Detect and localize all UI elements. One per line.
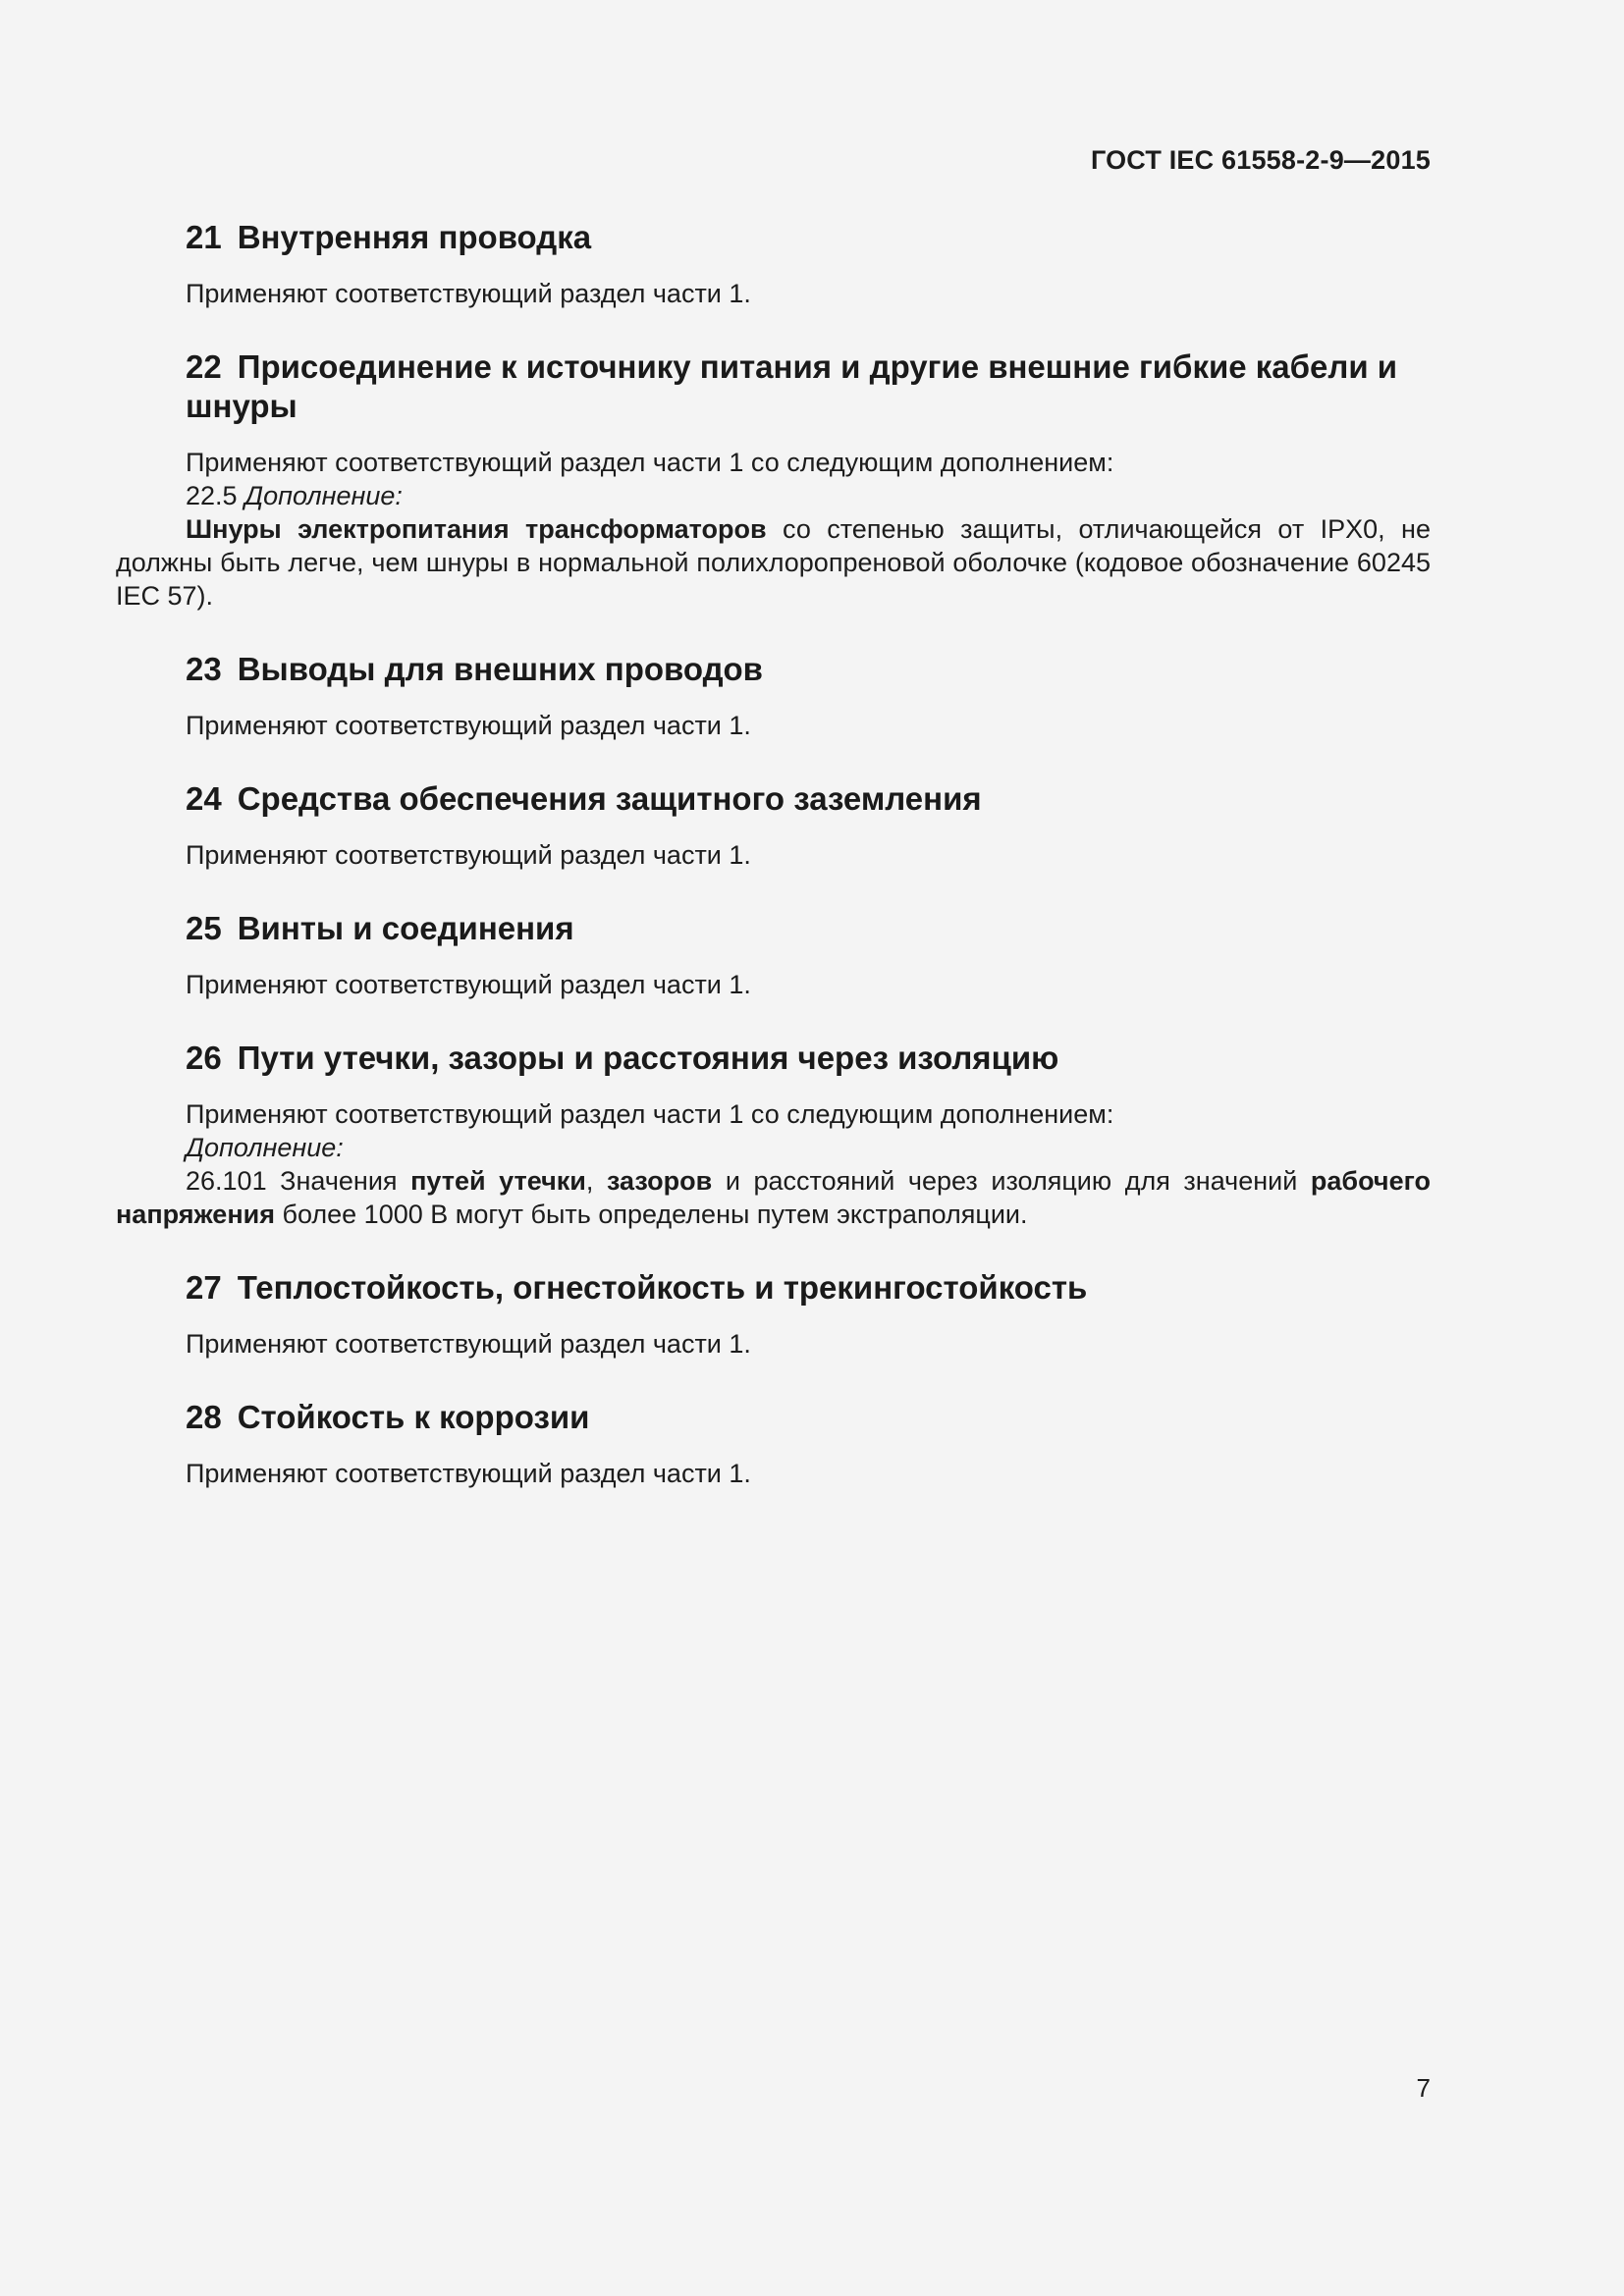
clause-number: 26.101 xyxy=(186,1166,267,1196)
section-intro: Применяют соответствующий раздел части 1 со следующим дополнением: xyxy=(186,448,1114,477)
term-bold: Шнуры электропитания трансформаторов xyxy=(186,514,767,544)
section-body: Применяют соответствующий раздел части 1. xyxy=(186,279,751,308)
section-number: 28 xyxy=(186,1399,222,1435)
section-number: 27 xyxy=(186,1269,222,1306)
section-title: Внутренняя проводка xyxy=(237,219,592,255)
section-27 xyxy=(116,1268,1431,1361)
section-body: Применяют соответствующий раздел части 1. xyxy=(186,1459,751,1488)
section-number: 23 xyxy=(186,651,222,687)
section-body: Применяют соответствующий раздел части 1. xyxy=(186,1329,751,1359)
section-number: 26 xyxy=(186,1040,222,1076)
section-heading xyxy=(116,779,1431,819)
section-heading xyxy=(116,1398,1431,1437)
clause-text: , xyxy=(585,1166,607,1196)
term-bold: зазоров xyxy=(606,1166,713,1196)
section-22 xyxy=(116,347,1431,613)
term-bold: рабочего напряжения xyxy=(116,1166,1431,1229)
clause-text: со степенью защиты, отличающейся от IPX0, не должны быть легче, чем шнуры в нормальной полихлоропреновой оболочке (кодовое обозначение 60245 IEC 57). xyxy=(116,514,1431,611)
section-body: Применяют соответствующий раздел части 1. xyxy=(186,970,751,999)
section-title-line-2: шнуры xyxy=(186,388,298,424)
section-title: Средства обеспечения защитного заземления xyxy=(237,780,982,817)
section-26 xyxy=(116,1039,1431,1231)
section-21 xyxy=(116,218,1431,310)
section-23 xyxy=(116,650,1431,742)
section-heading xyxy=(116,218,1431,257)
clause-text: Значения xyxy=(266,1166,411,1196)
section-28 xyxy=(116,1398,1431,1490)
section-title: Пути утечки, зазоры и расстояния через изоляцию xyxy=(237,1040,1059,1076)
clause-text: более 1000 В могут быть определены путем экстраполяции. xyxy=(275,1200,1028,1229)
section-heading xyxy=(116,909,1431,948)
section-title-line-1: Присоединение к источнику питания и другие внешние гибкие кабели и xyxy=(237,348,1398,385)
addition-label: Дополнение: xyxy=(186,1133,344,1162)
section-heading xyxy=(116,1268,1431,1308)
section-number: 24 xyxy=(186,780,222,817)
section-title: Винты и соединения xyxy=(237,910,574,946)
section-heading xyxy=(116,1039,1431,1078)
page-content xyxy=(116,218,1431,1527)
section-number: 22 xyxy=(186,348,222,385)
section-heading xyxy=(116,650,1431,689)
section-title: Теплостойкость, огнестойкость и трекингостойкость xyxy=(237,1269,1088,1306)
standard-code: ГОСТ IEC 61558-2-9—2015 xyxy=(1090,145,1431,175)
section-24 xyxy=(116,779,1431,872)
clause-header xyxy=(116,479,1431,512)
section-title: Выводы для внешних проводов xyxy=(237,651,763,687)
clause-paragraph xyxy=(116,512,1431,613)
section-title: Стойкость к коррозии xyxy=(237,1399,590,1435)
clause-number: 22.5 xyxy=(186,481,238,510)
section-25 xyxy=(116,909,1431,1001)
section-body: Применяют соответствующий раздел части 1. xyxy=(186,711,751,740)
section-number: 25 xyxy=(186,910,222,946)
section-intro: Применяют соответствующий раздел части 1 со следующим дополнением: xyxy=(186,1099,1114,1129)
section-body: Применяют соответствующий раздел части 1. xyxy=(186,840,751,870)
section-heading xyxy=(116,347,1431,426)
clause-label: Дополнение: xyxy=(244,481,403,510)
term-bold: путей утечки xyxy=(410,1166,586,1196)
clause-text: и расстояний через изоляцию для значений xyxy=(712,1166,1311,1196)
section-number: 21 xyxy=(186,219,222,255)
clause-paragraph xyxy=(116,1164,1431,1231)
page-number: 7 xyxy=(1416,2073,1431,2103)
